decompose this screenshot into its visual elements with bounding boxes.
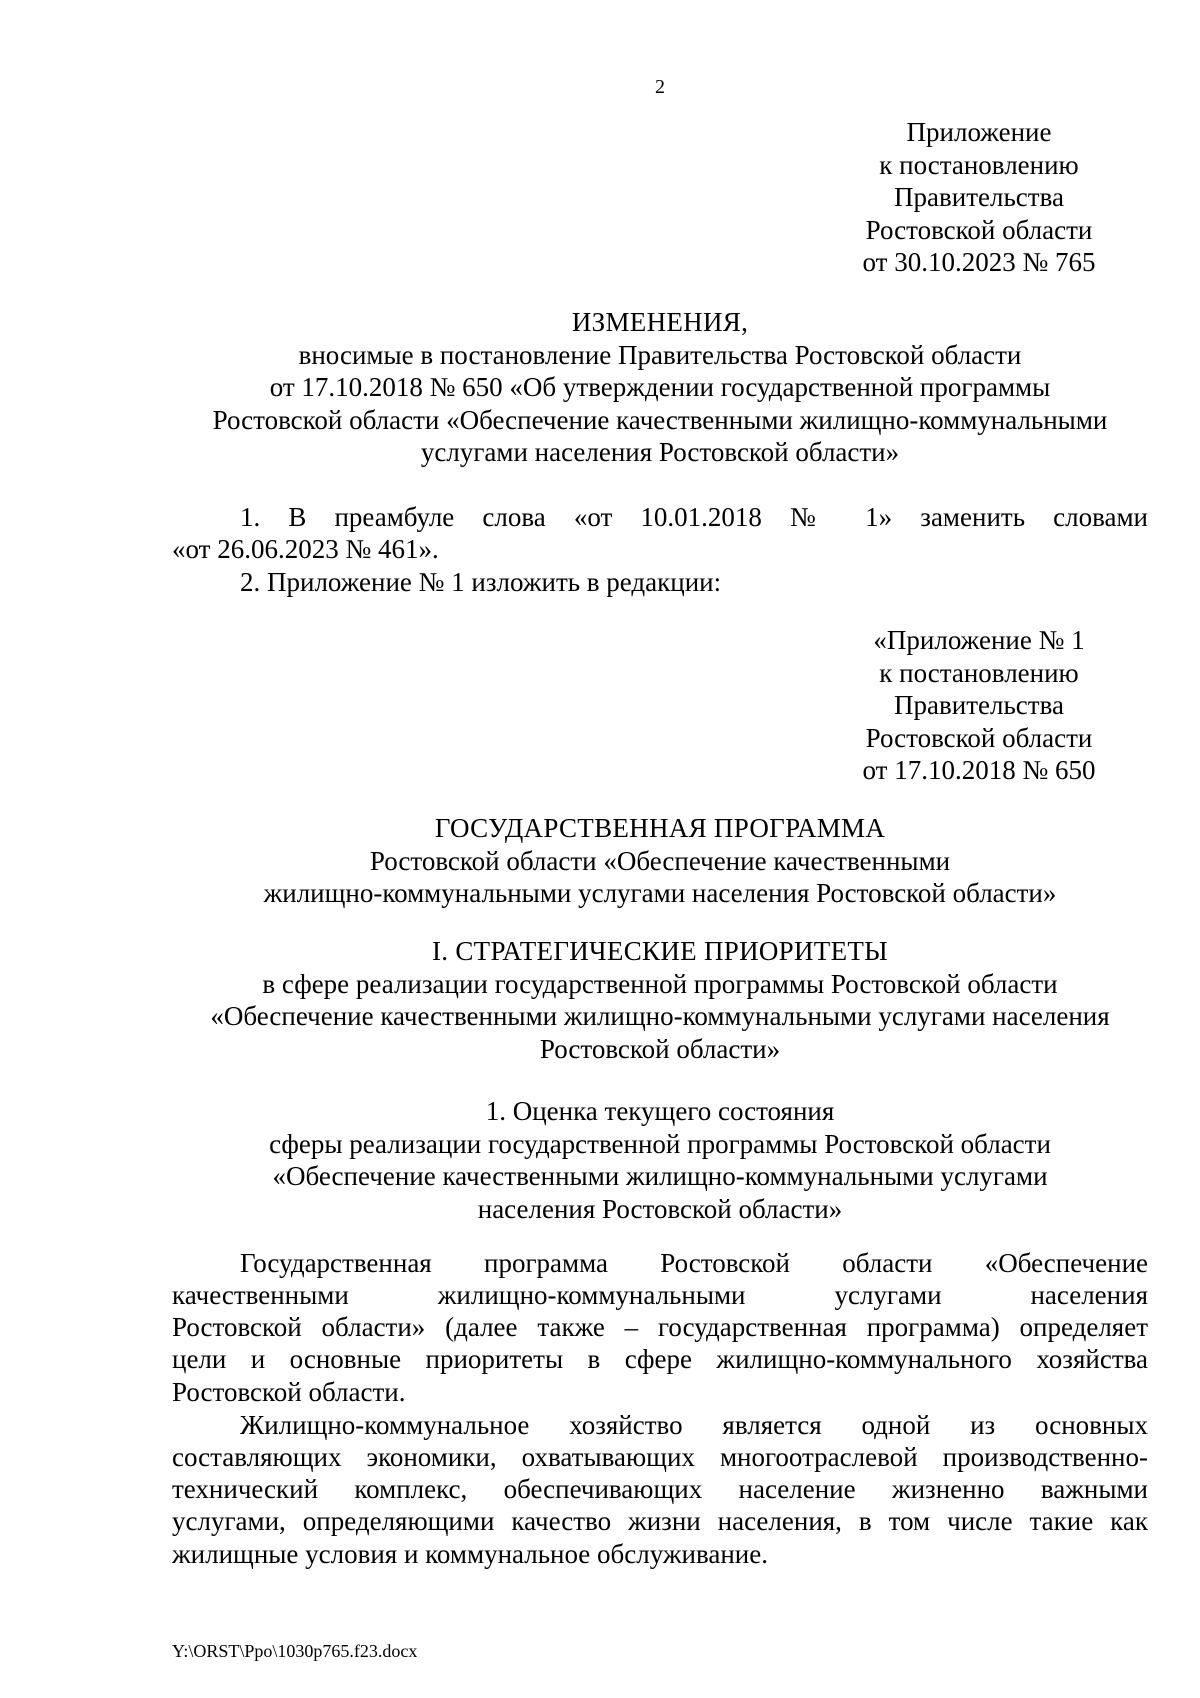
subsection-title-line: населения Ростовской области» (477, 1193, 843, 1224)
changes-heading: ИЗМЕНЕНИЯ, (571, 307, 749, 337)
changes-title-line: услугами населения Ростовской области» (420, 437, 900, 467)
paragraph-2-line: технический комплекс, обеспечивающих население жизненно важными (172, 1474, 1148, 1504)
section-title-line: Ростовской области» (539, 1033, 781, 1064)
subsection-title-line: 1. Оценка текущего состояния (485, 1096, 835, 1126)
appendix-approval-block (847, 116, 1111, 279)
paragraph-1-line: Ростовской области» (далее также – государственная программа) определяет (172, 1312, 1148, 1342)
approval-line: «Приложение № 1 (873, 625, 1085, 655)
paragraph-1-line: цели и основные приоритеты в сфере жилищно-коммунального хозяйства (172, 1344, 1148, 1374)
approval-line: Правительства (894, 690, 1064, 720)
program-title-block (172, 812, 1148, 910)
approval-line: Правительства (894, 182, 1064, 212)
program-title-line: жилищно-коммунальными услугами населения Ростовской области» (263, 878, 1057, 908)
approval-line: от 17.10.2018 № 650 (862, 755, 1096, 785)
changes-title-line: вносимые в постановление Правительства Ростовской области (298, 339, 1022, 370)
appendix-1-approval-block (847, 624, 1111, 787)
subsection-title-line: «Обеспечение качественными жилищно-коммунальными услугами (272, 1161, 1048, 1191)
program-heading: ГОСУДАРСТВЕННАЯ ПРОГРАММА (434, 813, 886, 843)
changes-title-line: Ростовской области «Обеспечение качественными жилищно-коммунальными (212, 404, 1108, 435)
paragraph-2-line: Жилищно-коммунальное хозяйство является одной из основных (240, 1410, 1148, 1440)
approval-line: к постановлению (879, 657, 1079, 688)
section-1-title-block (172, 935, 1148, 1065)
approval-line: к постановлению (879, 149, 1079, 180)
approval-line: Приложение (906, 117, 1052, 147)
subsection-title-line: сферы реализации государственной программы Ростовской области (269, 1128, 1051, 1159)
paragraph-2-line: жилищные условия и коммунальное обслуживание. (172, 1539, 768, 1569)
approval-line: от 30.10.2023 № 765 (862, 247, 1096, 277)
paragraph-1-line: Государственная программа Ростовской области «Обеспечение (240, 1248, 1148, 1278)
paragraph-1-line: Ростовской области. (172, 1377, 406, 1407)
changes-title-line: от 17.10.2018 № 650 «Об утверждении государственной программы (269, 372, 1051, 402)
section-title-line: в сфере реализации государственной программы Ростовской области (262, 968, 1058, 999)
footer-file-path: Y:\ORST\Ppo\1030p765.f23.docx (172, 1641, 418, 1661)
approval-line: Ростовской области (865, 722, 1093, 753)
approval-line: Ростовской области (865, 214, 1093, 245)
item-2: 2. Приложение № 1 изложить в редакции: (240, 567, 722, 597)
paragraph-2-line: составляющих экономики, охватывающих многоотраслевой производственно- (172, 1442, 1148, 1472)
section-title-line: «Обеспечение качественными жилищно-коммунальными услугами населения (210, 1001, 1110, 1031)
page-number: 2 (655, 76, 665, 98)
program-title-line: Ростовской области «Обеспечение качественными (369, 845, 951, 876)
changes-title-block (172, 306, 1148, 469)
item-1-line-1: 1. В преамбуле слова «от 10.01.2018 № 1» заменить словами (240, 502, 1148, 532)
paragraph-1-line: качественными жилищно-коммунальными услугами населения (172, 1280, 1148, 1310)
item-1-line-2: «от 26.06.2023 № 461». (172, 534, 439, 564)
section-heading: I. СТРАТЕГИЧЕСКИЕ ПРИОРИТЕТЫ (431, 936, 889, 966)
subsection-1-title-block (172, 1095, 1148, 1225)
paragraph-2-line: услугами, определяющими качество жизни населения, в том числе такие как (172, 1506, 1148, 1536)
